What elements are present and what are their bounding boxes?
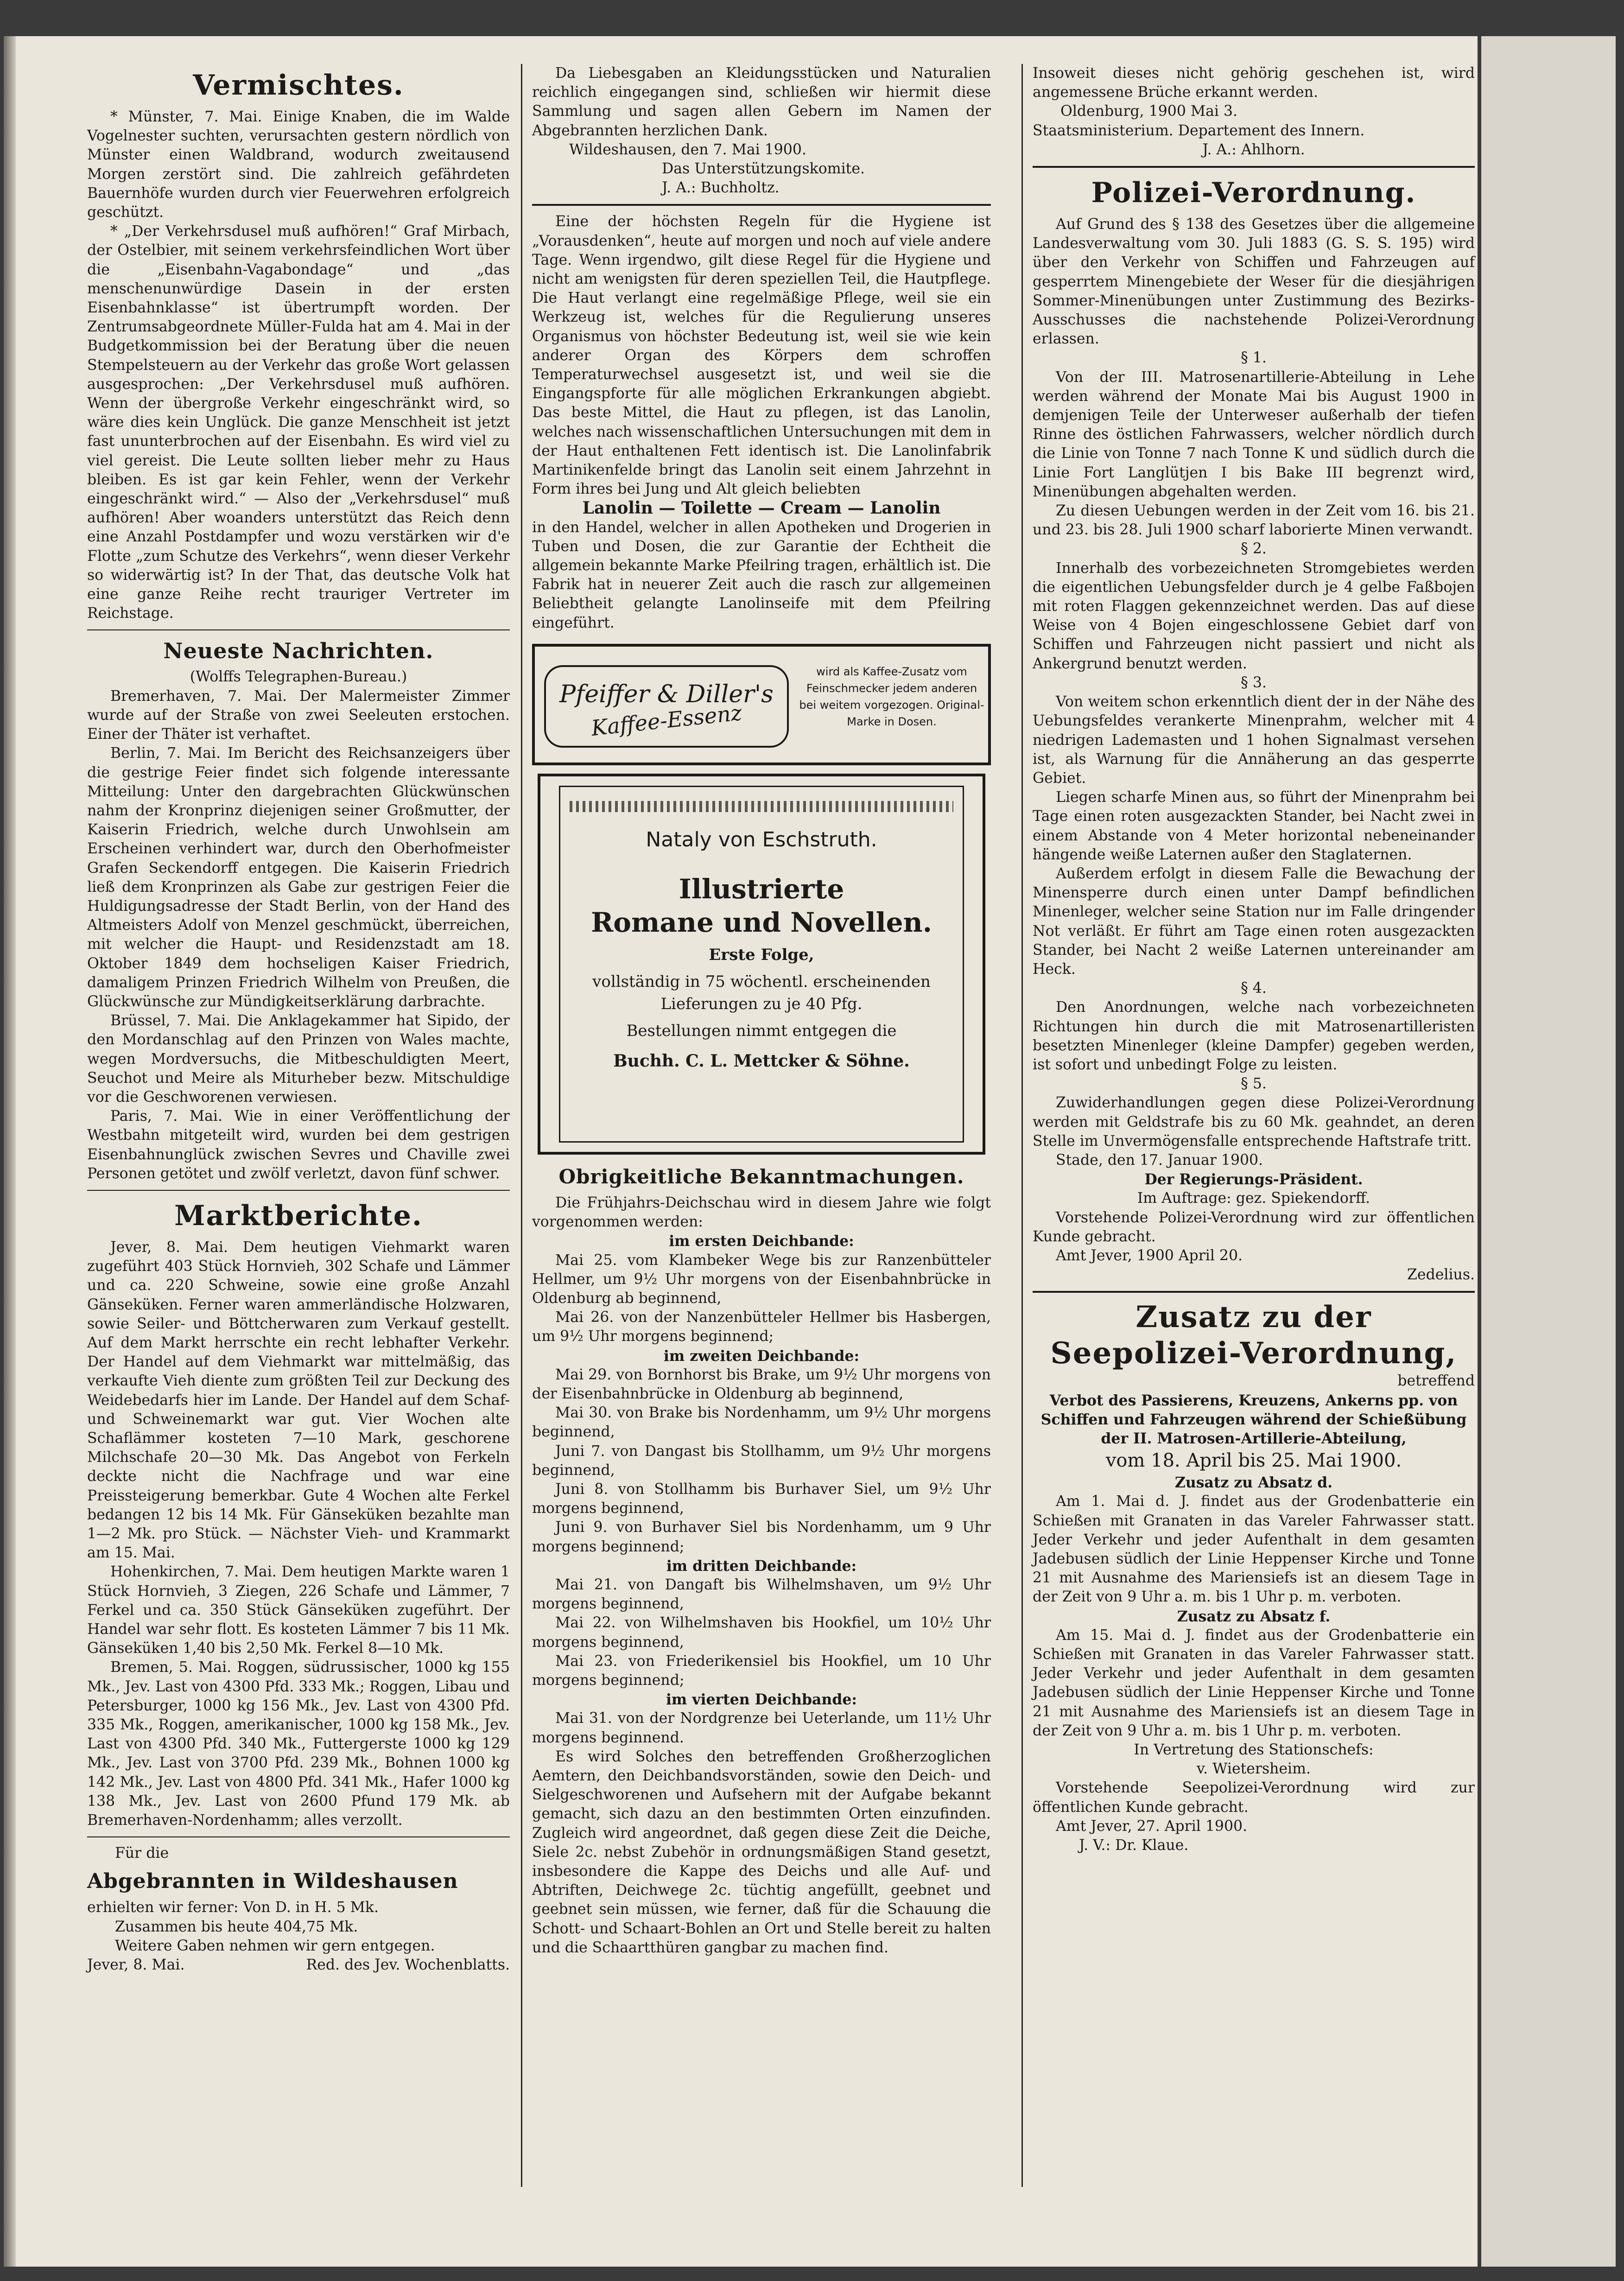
zusatz-deputy: In Vertretung des Stationschefs:	[1134, 1741, 1374, 1759]
lanolin-brand: Lanolin — Toilette — Cream — Lanolin	[582, 498, 941, 518]
ad-title-2: Romane und Novellen.	[591, 906, 932, 938]
news-bruessel: Brüssel, 7. Mai. Die Anklagekammer hat Sipido, der den Mordanschlag auf den Prinzen von Wales machte, wegen Mordversuchs, die Mitbeschuldigten Meert, Seuchot und Meire als Miturheber bezw. Mitschuldige vor die Geschworenen verwiesen.	[87, 1012, 510, 1106]
market-jever: Jever, 8. Mai. Dem heutigen Viehmarkt waren zugeführt 403 Stück Hornvieh, 302 Schafe und Lämmer und ca. 220 Schweine, sowie eine große Anzahl Gänseküken. Ferner waren ammerländische Holzwaren, sowie Seiler- und Böttcherwaren zum Verkauf gestellt. Auf dem Markt herrschte ein recht lebhafter Verkehr. Der Handel auf dem Viehmarkt war mittelmäßig, das verkaufte Vieh diente zum größten Teil zur Deckung des Weidebedarfs hier im Lande. Der Handel auf dem Schaf- und Schweinemarkt war gut. Vier Wochen alte Schaflämmer kosteten 7—10 Mark, geschorene Milchschafe 20—30 Mk. Das Angebot von Ferkeln deckte nicht die Nachfrage und war eine Preissteigerung bemerkbar. Gute 4 Wochen alte Ferkel bedangen 12 bis 14 Mk. Für Gänseküken bezahlte man 1—2 Mk. pro Stück. — Nächster Vieh- und Krammarkt am 15. Mai.	[87, 1239, 510, 1562]
top-ministry: Staatsministerium. Departement des Innern.	[1033, 122, 1365, 139]
zusatz-f-heading: Zusatz zu Absatz f.	[1177, 1608, 1331, 1625]
police-para-4: § 4.	[1241, 980, 1267, 997]
ad-meta: vollständig in 75 wöchentl. erscheinenden Lieferungen zu je 40 Pfg.	[592, 972, 931, 1013]
police-para-1: § 1.	[1241, 349, 1267, 367]
official-deichband-3: im dritten Deichbande:	[666, 1557, 857, 1575]
news-bremerhaven: Bremerhaven, 7. Mai. Der Malermeister Zimmer wurde auf der Straße von zwei Seeleuten erstochen. Einer der Thäter ist verhaftet.	[87, 687, 510, 743]
official-deichband-2: im zweiten Deichbande:	[663, 1347, 860, 1365]
lanolin-text: Eine der höchsten Regeln für die Hygiene ist „Vorausdenken“, heute auf morgen und noch auf viele andere Tage. Wenn irgendwo, gilt diese Regel für die Hygiene und nicht am wenigsten für deren speziellen Teil, die Hautpflege. Die Haut verlangt eine regelmäßige Pflege, weil sie ein Werkzeug ist, welches für die Regulierung unseres Organismus von höchster Bedeutung ist, weil sie wie kein anderer Organ des Körpers dem schroffen Temperaturwechsel ausgesetzt ist, und weil sie die Eingangspforte für alle möglichen Erkrankungen abgiebt. Das beste Mittel, die Haut zu pflegen, ist das Lanolin, welches nach wissenschaftlichen Untersuchungen mit dem in der Haut enthaltenen Fett identisch ist. Die Lanolinfabrik Martinikenfelde bringt das Lanolin seit einem Jahrzehnt in Form ihres bei Jung und Alt gleich beliebten	[532, 213, 991, 498]
thanks-place: Wildeshausen, den 7. Mai 1900.	[569, 141, 806, 158]
news-paris: Paris, 7. Mai. Wie in einer Veröffentlichung der Westbahn mitgeteilt wird, wurden bei dem gestrigen Eisenbahnunglück zwischen Sevres und Chaville zwei Personen getötet und zwölf verletzt, davon fünf schwer.	[87, 1108, 510, 1182]
official-entry: Juni 9. von Burhaver Siel bis Nordenhamm, um 9 Uhr morgens beginnend;	[532, 1519, 991, 1555]
donation-for: Für die	[115, 1845, 169, 1862]
police-publication: Vorstehende Polizei-Verordnung wird zur öffentlichen Kunde gebracht.	[1033, 1209, 1475, 1245]
zusatz-heading-1: Zusatz zu der	[1136, 1300, 1372, 1335]
ad-kaffee-essenz	[532, 644, 991, 765]
zusatz-dates: vom 18. April bis 25. Mai 1900.	[1105, 1450, 1402, 1472]
column-rule	[521, 64, 522, 2187]
donation-signature	[87, 1956, 510, 1975]
zusatz-subject: Verbot des Passierens, Kreuzens, Ankerns pp. von Schiffen und Fahrzeugen während der Schießübung der II. Matrosen-Artillerie-Abteilung,	[1040, 1391, 1467, 1447]
zusatz-d-heading: Zusatz zu Absatz d.	[1174, 1474, 1333, 1492]
scan-backdrop	[1481, 36, 1616, 2267]
police-authority: Der Regierungs-Präsident.	[1144, 1171, 1363, 1188]
ad-series: Erste Folge,	[709, 945, 814, 964]
official-entry: Mai 31. von der Nordgrenze bei Ueterlande, um 11½ Uhr morgens beginnend.	[532, 1710, 991, 1746]
zusatz-heading-2: Seepolizei-Verordnung,	[1050, 1336, 1457, 1371]
ad-eschstruth-frame	[559, 786, 964, 1143]
page-gutter-shadow	[4, 36, 16, 2267]
article-verkehrsdusel: * „Der Verkehrsdusel muß aufhören!“ Graf Mirbach, der Ostelbier, mit seinem verkehrsfeindlichen Wort über die „Eisenbahn-Vagabondage“ und „das menschenunwürdige Dasein in der ersten Eisenbahnklasse“ ist übertrumpft worden. Der Zentrumsabgeordnete Müller-Fulda hat am 4. Mai in der Budgetkommission bei der Beratung über die neuen Stempelsteuern au der Verkehr das große Wort gelassen ausgesprochen: „Der Verkehrsdusel muß aufhören. Wenn der übergroße Verkehr eingeschränkt wird, so wäre dies kein Unglück. Die ganze Menschheit ist jetzt fast ununterbrochen auf der Eisenbahn. Es wird viel zu viel gereist. Die Leute sollten lieber mehr zu Haus bleiben. Es ist gar kein Fehler, wenn der Verkehr eingeschränkt wird.“ — Also der „Verkehrsdusel“ muß aufhören! Aber woanders unterstützt das Reich denn eine Anzahl Postdampfer und wozu verstärken wir d'e Flotte „zum Schutze des Verkehrs“, wenn dieser Verkehr so widerwärtig ist? In der That, das deutsche Volk hat eine ganze Reihe recht trauriger Vertreter im Reichstage.	[87, 223, 510, 622]
police-place-date: Stade, den 17. Januar 1900.	[1056, 1151, 1263, 1169]
official-entry: Juni 7. von Dangast bis Stollhamm, um 9½ Uhr morgens beginnend,	[532, 1442, 991, 1479]
official-entry: Mai 21. von Dangaft bis Wilhelmshaven, um 9½ Uhr morgens beginnend,	[532, 1576, 991, 1613]
ad-kaffee-brand: Pfeiffer & Diller's	[559, 680, 774, 708]
official-entry: Mai 25. vom Klambeker Wege bis zur Ranzenbütteler Hellmer, um 9½ Uhr morgens von der Eisenbahnbrücke in Oldenburg ab beginnend,	[532, 1252, 991, 1307]
donation-line-1: erhielten wir ferner: Von D. in H. 5 Mk.	[87, 1899, 379, 1916]
official-entry: Mai 30. von Brake bis Nordenhamm, um 9½ Uhr morgens beginnend,	[532, 1404, 991, 1441]
section-heading-police: Polizei-Verordnung.	[1091, 177, 1416, 210]
top-text: Insoweit dieses nicht gehörig geschehen ist, wird angemessene Brüche erkannt werden.	[1033, 65, 1475, 101]
ad-publisher: Buchh. C. L. Mettcker & Söhne.	[613, 1051, 910, 1071]
police-zedelius: Zedelius.	[1407, 1266, 1475, 1283]
ad-author: Nataly von Eschstruth.	[646, 827, 877, 851]
police-text: Den Anordnungen, welche nach vorbezeichneten Richtungen hin durch die mit Matrosenartilleristen besetzten Minenleger (kleine Dampfer) gegeben werden, ist sofort und unbedingt Folge zu leisten.	[1033, 999, 1475, 1073]
ad-title-1: Illustrierte	[679, 873, 844, 905]
zusatz-publication: Vorstehende Seepolizei-Verordnung wird zur öffentlichen Kunde gebracht.	[1033, 1779, 1475, 1816]
police-text: Innerhalb des vorbezeichneten Stromgebietes werden die eigentlichen Uebungsfelder durch je 4 gelbe Faßbojen mit roten Flaggen gekennzeichnet werden. Das auf diese Weise von 4 Bojen eingeschlossene Gebiet darf von Schiffen und Fahrzeugen nicht passiert und nicht als Ankergrund benutzt werden.	[1033, 559, 1475, 672]
column-3	[1033, 64, 1475, 1855]
divider	[1033, 166, 1475, 168]
column-rule	[1021, 64, 1023, 2187]
divider	[87, 629, 510, 630]
market-bremen: Bremen, 5. Mai. Roggen, südrussischer, 1000 kg 155 Mk., Jev. Last von 4300 Pfd. 333 Mk.; Roggen, Libau und Petersburger, 1000 kg 156 Mk., Jev. Last von 4300 Pfd. 335 Mk., Roggen, amerikanischer, 1000 kg 158 Mk., Jev. Last von 4300 Pfd. 340 Mk., Futtergerste 1000 kg 129 Mk., Jev. Last von 3700 Pfd. 239 Mk., Bohnen 1000 kg 142 Mk., Jev. Last von 4800 Pfd. 341 Mk., Hafer 1000 kg 138 Mk., Jev. Last von 2600 Pfund 179 Mk. ab Bremerhaven-Nordenhamm; alles verzollt.	[87, 1659, 510, 1829]
divider	[1033, 1291, 1475, 1293]
official-entry: Mai 29. von Bornhorst bis Brake, um 9½ Uhr morgens von der Eisenbahnbrücke in Oldenburg ab beginnend,	[532, 1366, 991, 1402]
column-1	[87, 64, 510, 1975]
article-muenster: * Münster, 7. Mai. Einige Knaben, die im Walde Vogelnester suchten, verursachten gestern nördlich von Münster einen Waldbrand, wodurch zweitausend Morgen zerstört sind. Die zahlreich gefährdeten Bauernhöfe wurden durch vier Feuerwehren erfolgreich geschützt.	[87, 108, 510, 221]
official-deichband-1: im ersten Deichbande:	[669, 1233, 854, 1250]
divider	[87, 1836, 510, 1837]
thanks-text: Da Liebesgaben an Kleidungsstücken und Naturalien reichlich eingegangen sind, schließen wir hiermit diese Sammlung und sagen allen Gebern im Namen der Abgebrannten herzlichen Dank.	[532, 65, 991, 139]
zusatz-f-text: Am 15. Mai d. J. findet aus der Grodenbatterie ein Schießen mit Granaten in das Vareler Fahrwasser statt. Jeder Verkehr und jeder Aufenthalt in dem gesamten Jadebusen südlich der Linie Heppenser Kirche und Tonne 21 mit Ausnahme des Mariensiefs ist an diesem Tage in der Zeit von 9 Uhr a. m. bis 1 Uhr p. m. verboten.	[1033, 1627, 1475, 1739]
police-intro: Auf Grund des § 138 des Gesetzes über die allgemeine Landesverwaltung vom 30. Juli 1883 (G. S. S. 195) wird über den Verkehr von Schiffen und Fahrzeugen auf gesperrtem Minengebiete der Weser für die diesjährigen Sommer-Minenübungen unter Zustimmung des Bezirks-Ausschusses die nachstehende Polizei-Verordnung erlassen.	[1033, 216, 1475, 348]
donation-note: Weitere Gaben nehmen wir gern entgegen.	[115, 1937, 435, 1954]
official-entry: Mai 22. von Wilhelmshaven bis Hookfiel, um 10½ Uhr morgens beginnend,	[532, 1614, 991, 1651]
ad-kaffee-logo	[544, 665, 789, 748]
top-place-date: Oldenburg, 1900 Mai 3.	[1060, 103, 1238, 120]
section-heading-official: Obrigkeitliche Bekanntmachungen.	[558, 1165, 964, 1188]
police-text: Von der III. Matrosenartillerie-Abteilung in Lehe werden während der Monate Mai bis August 1900 in demjenigen Teile der Unterweser außerhalb der tiefen Rinne des östlichen Fahrwassers, welcher nördlich durch die Linie von Tonne 7 nach Tonne K und südlich durch die Linie Fort Langlütjen I bis Bake III begrenzt wird, Minenübungen abgehalten werden.	[1033, 369, 1475, 500]
news-source: (Wolffs Telegraphen-Bureau.)	[190, 668, 407, 686]
top-signature: J. A.: Ahlhorn.	[1202, 141, 1305, 158]
police-amt-date: Amt Jever, 1900 April 20.	[1056, 1247, 1243, 1264]
zusatz-betreffend: betreffend	[1397, 1372, 1475, 1390]
police-para-3: § 3.	[1241, 674, 1267, 691]
police-para-2: § 2.	[1241, 540, 1267, 558]
market-hohenkirchen: Hohenkirchen, 7. Mai. Dem heutigen Markte waren 1 Stück Hornvieh, 3 Ziegen, 226 Schafe und Lämmer, 7 Ferkel und ca. 350 Stück Gänseküken zugeführt. Der Handel war sehr flott. Es kosteten Lämmer 7 bis 11 Mk. Gänseküken 1,40 bis 2,50 Mk. Ferkel 8—10 Mk.	[87, 1563, 510, 1657]
official-entry: Juni 8. von Stollhamm bis Burhaver Siel, um 9½ Uhr morgens beginnend,	[532, 1480, 991, 1517]
official-intro: Die Frühjahrs-Deichschau wird in diesem Jahre wie folgt vorgenommen werden:	[532, 1194, 991, 1231]
police-text: Zu diesen Uebungen werden in der Zeit vom 16. bis 21. und 23. bis 28. Juli 1900 scharf laborierte Minen verwandt.	[1033, 502, 1475, 539]
official-deichband-4: im vierten Deichbande:	[666, 1691, 857, 1709]
zusatz-wietersheim: v. Wietersheim.	[1196, 1760, 1311, 1778]
ad-kaffee-text: wird als Kaffee-Zusatz vom Feinschmecker jedem anderen bei weitem vorgezogen. Original-Marke in Dosen.	[799, 665, 984, 728]
ad-kaffee-product: Kaffee-Essenz	[590, 699, 743, 741]
police-text: Liegen scharfe Minen aus, so führt der Minenprahm bei Tage einen roten ausgezackten Stander, bei Nacht zwei in einem Abstande von 4 Meter horizontal nebeneinander hängende weiße Laternen außer den Staglaternen.	[1033, 789, 1475, 863]
ad-order: Bestellungen nimmt entgegen die	[626, 1021, 897, 1040]
ad-eschstruth	[538, 774, 985, 1155]
donation-total: Zusammen bis heute 404,75 Mk.	[115, 1918, 358, 1935]
police-text: Außerdem erfolgt in diesem Falle die Bewachung der Minensperre durch einen unter Dampf befindlichen Minenleger, welcher seine Station nur im Falle dringender Not verläßt. Er führt am Tage einen roten ausgezackten Stander, bei Nacht 2 weiße Laternen untereinander am Heck.	[1033, 865, 1475, 978]
section-heading-market: Marktberichte.	[174, 1199, 423, 1232]
police-para-5: § 5.	[1241, 1075, 1267, 1093]
thanks-signature: J. A.: Buchholtz.	[662, 179, 780, 197]
zusatz-amt-date: Amt Jever, 27. April 1900.	[1056, 1817, 1248, 1835]
official-entry: Mai 26. von der Nanzenbütteler Hellmer bis Hasbergen, um 9½ Uhr morgens beginnend;	[532, 1309, 991, 1345]
section-heading-misc: Vermischtes.	[193, 69, 404, 102]
donation-editor: Red. des Jev. Wochenblatts.	[306, 1957, 510, 1974]
lanolin-text-2: in den Handel, welcher in allen Apotheken und Drogerien in Tuben und Dosen, die zur Garantie der Echtheit die allgemein bekannte Marke Pfeilring tragen, erhältlich ist. Die Fabrik hat in neuerer Zeit auch die rasch zur allgemeinen Beliebtheit gelangte Lanolinseife mit dem Pfeilring eingeführt.	[532, 519, 991, 631]
official-entry: Mai 23. von Friederikensiel bis Hookfiel, um 10 Uhr morgens beginnend;	[532, 1652, 991, 1689]
donation-heading: Abgebrannten in Wildeshausen	[87, 1869, 458, 1893]
zusatz-d-text: Am 1. Mai d. J. findet aus der Grodenbatterie ein Schießen mit Granaten in das Vareler Fahrwasser statt. Jeder Verkehr und jeder Aufenthalt in dem gesamten Jadebusen südlich der Linie Heppenser Kirche und Tonne 21 mit Ausnahme des Mariensiefs ist an diesem Tage in der Zeit von 9 Uhr a. m. bis 1 Uhr p. m. verboten.	[1033, 1493, 1475, 1606]
newspaper-page	[4, 36, 1478, 2267]
section-heading-news: Neueste Nachrichten.	[163, 638, 434, 664]
column-2	[532, 64, 991, 1957]
donation-place-date: Jever, 8. Mai.	[87, 1957, 185, 1974]
divider	[87, 1190, 510, 1191]
police-text: Zuwiderhandlungen gegen diese Polizei-Verordnung werden mit Geldstrafe bis zu 60 Mk. geahndet, an deren Stelle im Unvermögensfalle entsprechende Haftstrafe tritt.	[1033, 1094, 1475, 1150]
official-final: Es wird Solches den betreffenden Großherzoglichen Aemtern, den Deichbandsvorständen, sowie den Deich- und Sielgeschworenen und Aufsehern mit der Aufgabe bekannt gemacht, sich dazu an den bestimmten Orten einzufinden. Zugleich wird angeordnet, daß gegen diese Zeit die Deiche, Siele 2c. nebst Zubehör in ordnungsmäßigen Stand gesetzt, insbesondere die Kappe des Deichs und alle Auf- und Abtriften, Deichwege 2c. tüchtig angefüllt, geebnet und geebnet sein müssen, wie ferner, daß für die Schauung die Schott- und Schaart-Bohlen an Ort und Stelle bereit zu halten und die Schaartthüren gangbar zu machen find.	[532, 1748, 991, 1956]
police-signature: Im Auftrage: gez. Spiekendorff.	[1137, 1190, 1370, 1207]
zusatz-signature: J. V.: Dr. Klaue.	[1079, 1837, 1189, 1854]
thanks-committee: Das Unterstützungskomite.	[662, 160, 865, 178]
police-text: Von weitem schon erkenntlich dient der in der Nähe des Uebungsfeldes verankerte Minenprahm, welcher mit 4 niedrigen Lademasten und 1 hohen Signalmast versehen ist, als Warnung für die Annäherung an das gesperrte Gebiet.	[1033, 693, 1475, 787]
divider	[532, 204, 991, 206]
ornament-border	[570, 801, 953, 812]
news-berlin: Berlin, 7. Mai. Im Bericht des Reichsanzeigers über die gestrige Feier findet sich folgende interessante Mitteilung: Unter den dargebrachten Glückwünschen nahm der Kronprinz diejenigen seiner Großmutter, der Kaiserin Friedrich, welche durch Unwohlsein am Erscheinen verhindert war, durch den Oberhofmeister Grafen Seckendorff entgegen. Die Kaiserin Friedrich ließ dem Kronprinzen als Gabe zur gestrigen Feier die Huldigungsadresse der Stadt Berlin, von der Hand des Altmeisters Adolf von Menzel geschmückt, überreichen, mit welcher die Haupt- und Residenzstadt am 18. Oktober 1849 dem hochseligen Kaiser Friedrich, damaligem Prinzen Friedrich Wilhelm von Preußen, die Glückwünsche zur Mündigkeitserklärung darbrachte.	[87, 745, 510, 1010]
